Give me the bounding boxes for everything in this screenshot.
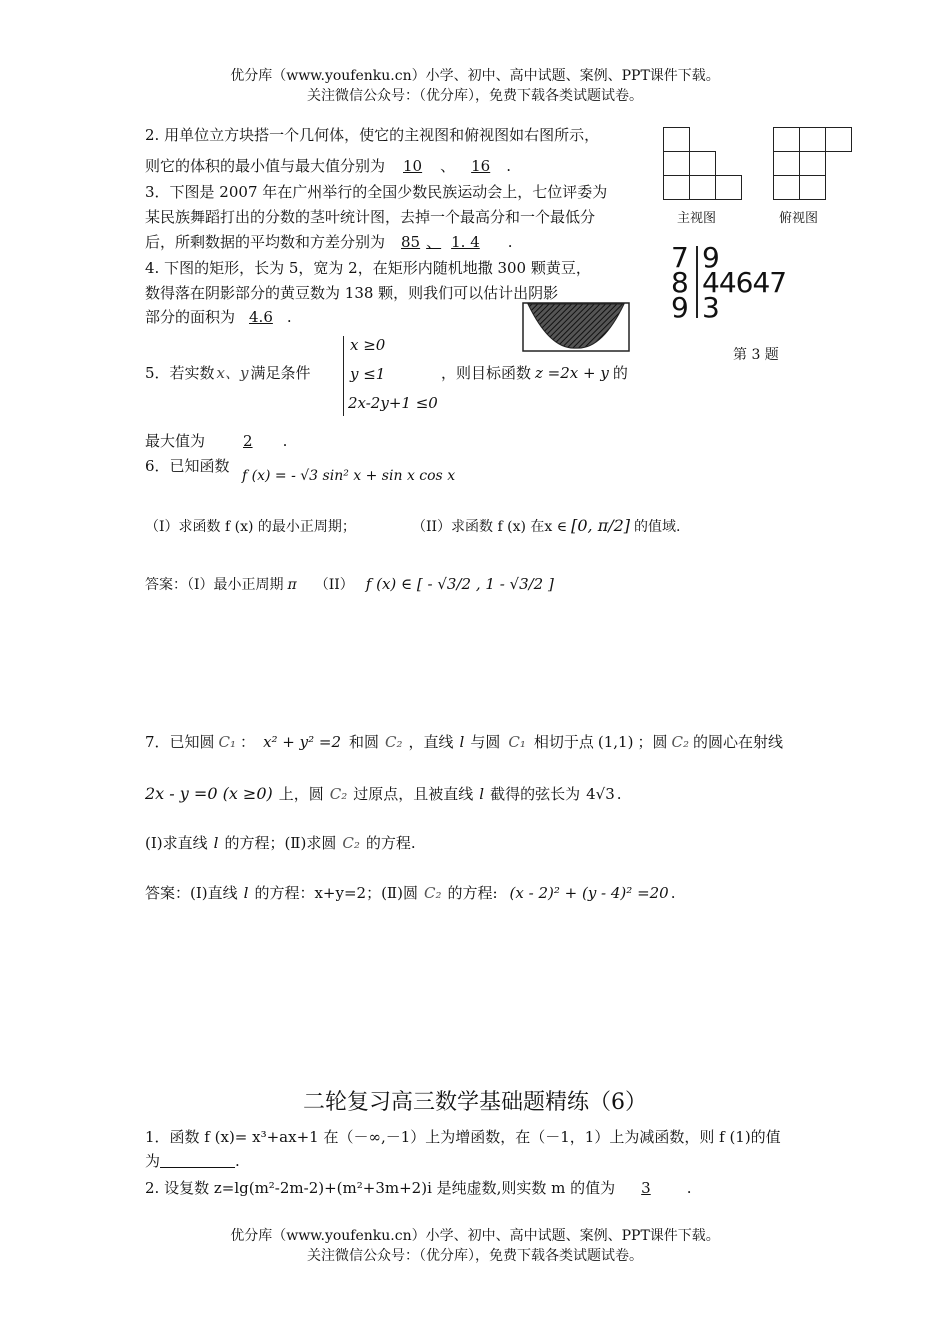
q6-function: f (x) = - √3 sin² x + sin x cos x <box>242 468 456 484</box>
p1-line-1: 1．函数 f (x)= x³+ax+1 在（－∞,－1）上为增函数，在（－1，1）上为减函数，则 f (1)的值 <box>145 1128 781 1146</box>
p1-line-2: 为 . <box>145 1152 240 1170</box>
q3-line-3: 后，所剩数据的平均数和方差分别为 85 、 1. 4 . <box>145 233 513 251</box>
top-view-caption: 俯视图 <box>779 211 819 226</box>
p2-line: 2. 设复数 z=lg(m²-2m-2)+(m²+3m+2)i 是纯虚数,则实数 m 的值为 3 . <box>145 1179 692 1197</box>
q7-answer: 答案：(Ⅰ)直线 l 的方程：x+y=2；(Ⅱ)圆 C₂ 的方程: (x - 2)² + (y - 4)² =20 . <box>145 884 676 902</box>
leaves-8: 44647 <box>702 266 787 299</box>
q5-line-2: 最大值为 2 . <box>145 432 288 450</box>
top-view-grid <box>773 127 857 203</box>
stem-leaf-plot <box>671 241 811 324</box>
leaves-7: 9 <box>702 241 719 274</box>
q4-line-3: 部分的面积为 4.6 . <box>145 308 292 326</box>
stem-divider <box>696 246 698 318</box>
q5-vars: x、y <box>216 364 249 382</box>
q7-line-2: 2x - y =0 (x ≥0) 上，圆 C₂ 过原点，且被直线 l 截得的弦长为 4√3 . <box>145 784 622 803</box>
q6-part-1: （I）求函数 f (x) 的最小正周期； <box>145 519 356 535</box>
q6-interval: [0, π/2] <box>571 516 631 535</box>
leaves-9: 3 <box>702 291 719 324</box>
q3-line-2: 某民族舞蹈打出的分数的茎叶统计图，去掉一个最高分和一个最低分 <box>145 208 596 226</box>
q6-answer: 答案：（I）最小正周期 π （II） f (x) ∈ [ - √3/2 , 1 - √3/2 ] <box>145 575 554 593</box>
q5-objective: z =2x + y <box>535 364 609 382</box>
q3-answer-mean: 85 <box>401 233 421 251</box>
q6-line-1: 6．已知函数 <box>145 457 230 475</box>
q5-cond-2: y ≤1 <box>350 365 386 383</box>
q4-answer: 4.6 <box>249 308 273 326</box>
q4-line-2: 数得落在阴影部分的黄豆数为 138 颗，则我们可以估计出阴影 <box>145 284 559 302</box>
q7-line-1: 7．已知圆 C₁ ： x² + y² =2 和圆 C₂ ，直线 l 与圆 C₁ 相切于点 (1,1) ；圆 C₂ 的圆心在射线 <box>145 733 783 751</box>
q5-constraint-brace <box>343 336 344 416</box>
q6-answer-period: π <box>287 577 297 593</box>
q5-line-1: 5．若实数 x、y 满足条件 <box>145 364 311 382</box>
header-line-2: 关注微信公众号：（优分库），免费下载各类试题试卷。 <box>307 88 643 104</box>
q2-answer-max: 16 <box>471 157 491 175</box>
footer-line-2: 关注微信公众号：（优分库），免费下载各类试题试卷。 <box>307 1248 643 1264</box>
q3-figure-caption: 第 3 题 <box>733 347 779 363</box>
stem-8: 8 <box>671 266 688 299</box>
footer-line-1: 优分库（www.youfenku.cn）小学、初中、高中试题、案例、PPT课件下载。 <box>230 1228 720 1244</box>
q7-answer-equation: (x - 2)² + (y - 4)² =20 <box>509 884 669 902</box>
front-view-grid <box>663 127 747 203</box>
q4-line-1: 4. 下图的矩形，长为 5，宽为 2，在矩形内随机地撒 300 颗黄豆， <box>145 259 591 277</box>
front-view-caption: 主视图 <box>677 211 717 226</box>
q5-answer: 2 <box>243 432 253 450</box>
stem-7: 7 <box>671 241 688 274</box>
q7-line-3: (Ⅰ)求直线 l 的方程；(Ⅱ)求圆 C₂ 的方程. <box>145 834 416 852</box>
q5-line-1-tail: ，则目标函数 z =2x + y 的 <box>441 364 628 382</box>
q2-line-2: 则它的体积的最小值与最大值分别为 10 、 16 . <box>145 157 511 175</box>
q2-answer-min: 10 <box>403 157 423 175</box>
q3-answer-variance: 1. 4 <box>451 233 480 251</box>
q5-cond-1: x ≥0 <box>350 336 386 354</box>
q5-cond-3: 2x-2y+1 ≤0 <box>348 394 438 412</box>
q6-answer-range: f (x) ∈ [ - √3/2 , 1 - √3/2 ] <box>365 575 554 593</box>
p1-blank <box>160 1152 235 1170</box>
q2-line-1: 2. 用单位立方块搭一个几何体，使它的主视图和俯视图如右图所示， <box>145 126 600 144</box>
shaded-rectangle-figure <box>522 302 630 352</box>
q3-line-1: 3．下图是 2007 年在广州举行的全国少数民族运动会上，七位评委为 <box>145 183 608 201</box>
stem-9: 9 <box>671 291 688 324</box>
p2-answer: 3 <box>641 1179 651 1197</box>
section-title: 二轮复习高三数学基础题精练（6） <box>303 1090 647 1115</box>
q6-part-2: （II）求函数 f (x) 在x ∈ [0, π/2] 的值域. <box>412 516 681 535</box>
header-line-1: 优分库（www.youfenku.cn）小学、初中、高中试题、案例、PPT课件下载。 <box>230 68 720 84</box>
